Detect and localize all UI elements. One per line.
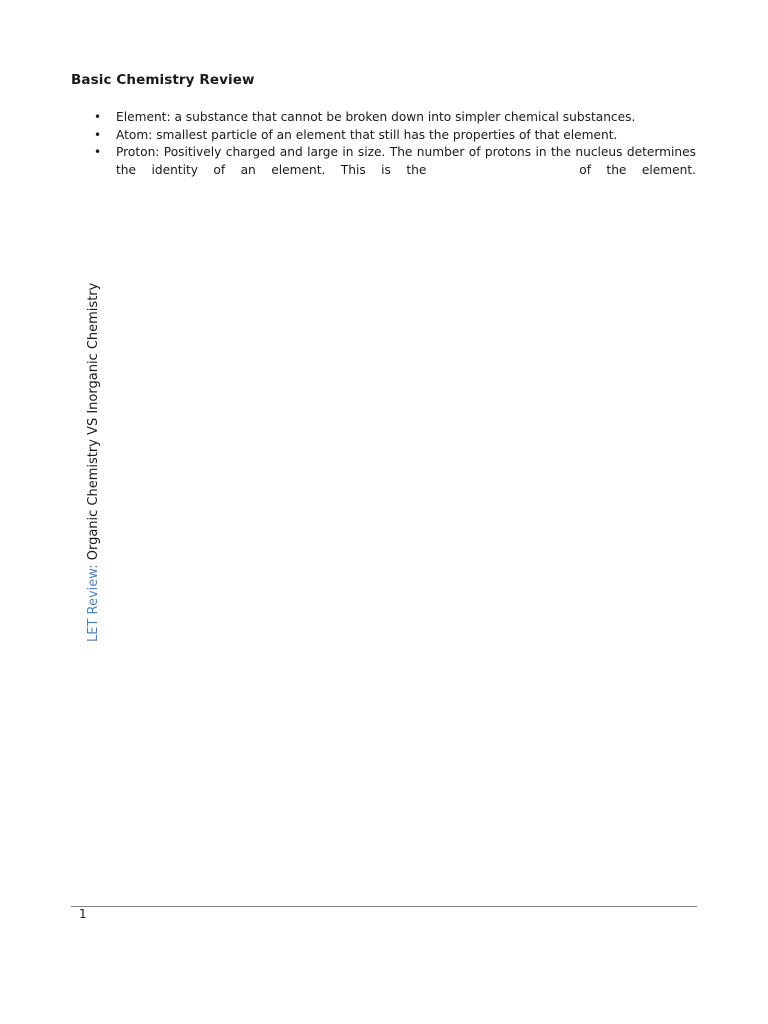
list-item-text-after-blank: of the element. bbox=[579, 162, 696, 177]
list-item-text: Atom: smallest particle of an element that still has the properties of that element. bbox=[116, 127, 618, 142]
page-number: 1 bbox=[79, 907, 87, 921]
bullet-icon: • bbox=[94, 145, 102, 159]
side-header bbox=[86, 283, 102, 642]
bullet-icon: • bbox=[94, 127, 102, 142]
definition-list bbox=[71, 109, 696, 179]
list-item bbox=[71, 127, 696, 145]
bullet-icon: • bbox=[94, 110, 102, 124]
list-item-text: Proton: Positively charged and large in size. The number of protons in the nucleus determines the identity of an element. This is the bbox=[116, 145, 696, 177]
page-title: Basic Chemistry Review bbox=[71, 72, 255, 88]
list-item-text: Element: a substance that cannot be broken down into simpler chemical substances. bbox=[116, 110, 636, 124]
list-item bbox=[71, 109, 696, 127]
list-item bbox=[71, 144, 696, 179]
footer-divider bbox=[71, 906, 697, 907]
side-header-subject: Organic Chemistry VS Inorganic Chemistry bbox=[86, 282, 101, 561]
side-header-prefix: LET Review: bbox=[86, 564, 101, 642]
